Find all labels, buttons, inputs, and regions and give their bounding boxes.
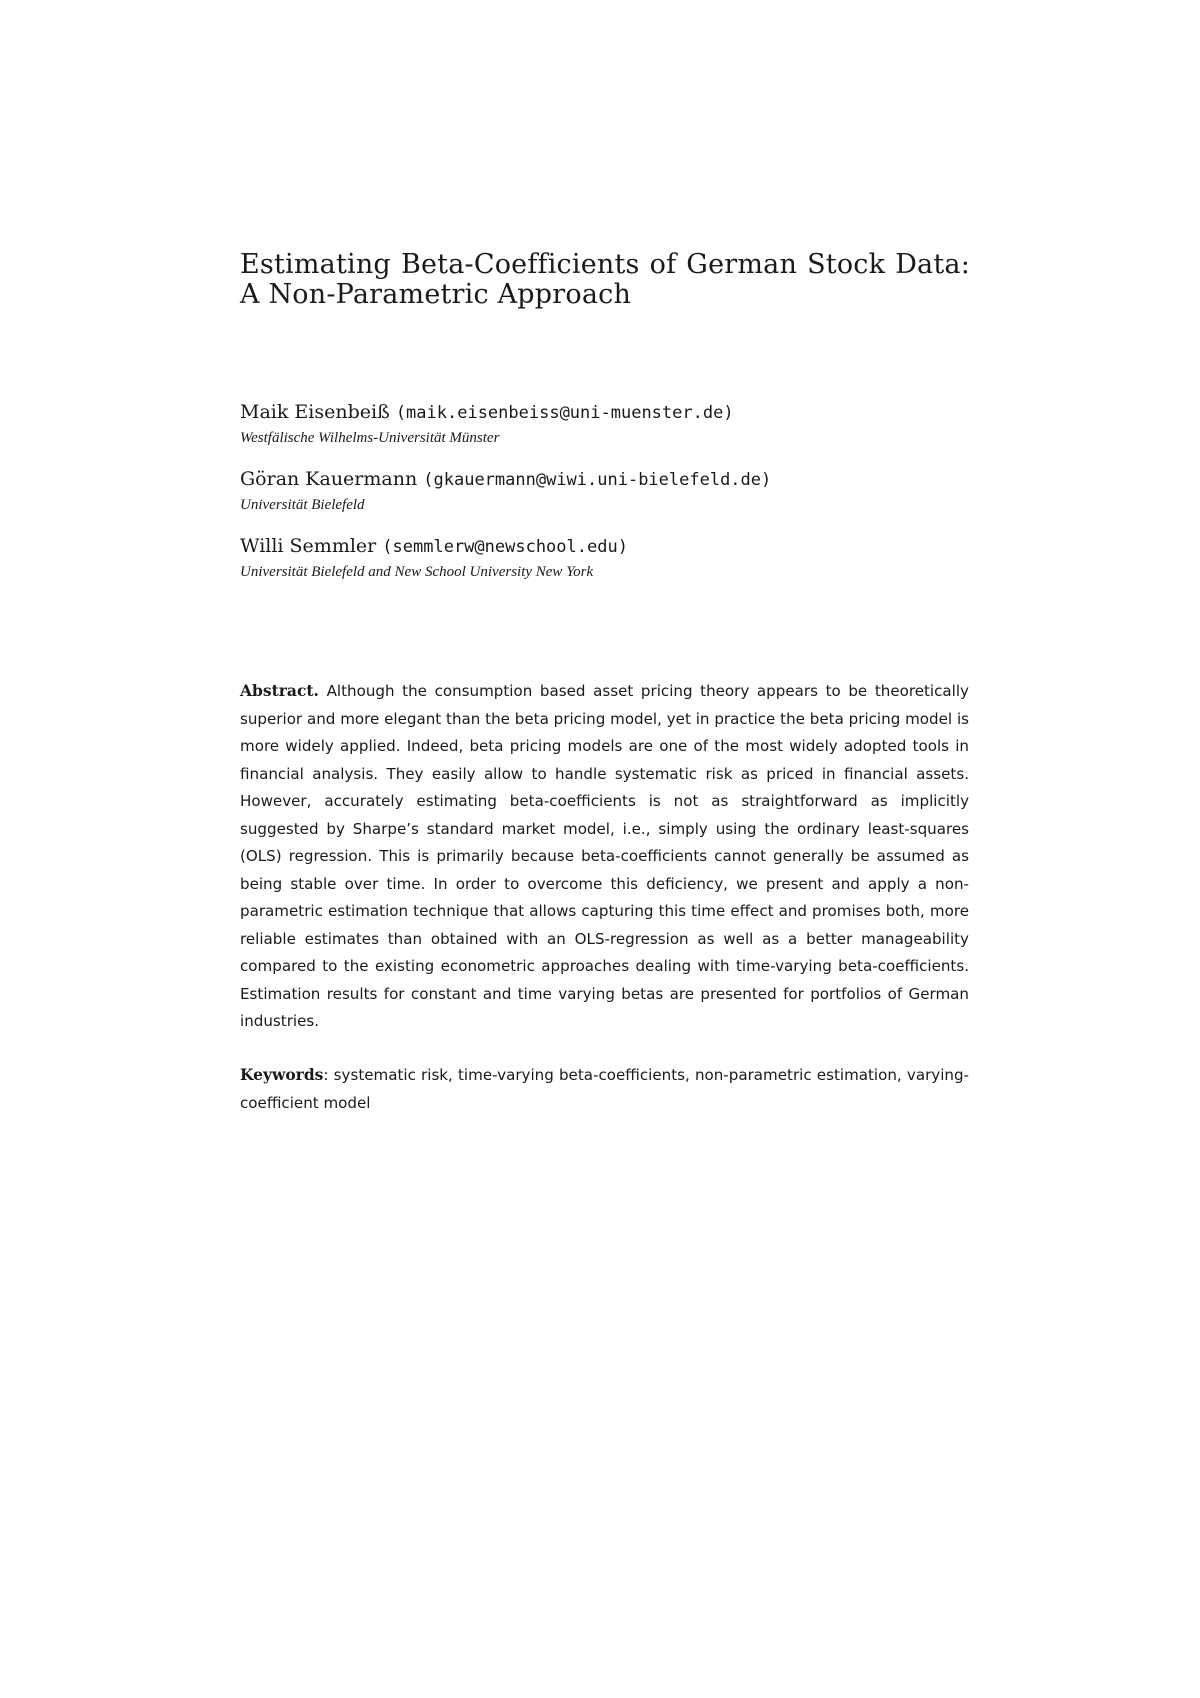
author-line: [240, 400, 970, 425]
abstract-text: Although the consumption based asset pricing theory appears to be theoretically superior and more elegant than the beta pricing model, yet in practice the beta pricing model is more widely applied. Indeed, beta pricing models are one of the most widely adopted tools in financial analysis. They easily allow to handle systematic risk as priced in financial assets. However, accurately estimating beta-coefficients is not as straightforward as implicitly suggested by Sharpe’s standard market model, i.e., simply using the ordinary least-squares (OLS) regression. This is primarily because beta-coefficients cannot generally be assumed as being stable over time. In order to overcome this deficiency, we present and apply a non-parametric estimation technique that allows capturing this time effect and promises both, more reliable estimates than obtained with an OLS-regression as well as a better manageability compared to the existing econometric approaches dealing with time-varying beta-coefficients. Estimation results for constant and time varying betas are presented for portfolios of German industries.: [240, 682, 969, 1030]
author-line: [240, 467, 970, 492]
keywords: [240, 1061, 969, 1117]
keywords-label: Keywords: [240, 1065, 324, 1084]
author-1: [240, 400, 970, 449]
author-line: [240, 534, 970, 559]
author-affiliation: Universität Bielefeld: [240, 497, 365, 513]
author-affiliation: Universität Bielefeld and New School University New York: [240, 564, 594, 580]
author-email: (maik.eisenbeiss@uni-muenster.de): [395, 403, 734, 423]
author-2: [240, 467, 970, 516]
author-email: (semmlerw@newschool.edu): [382, 537, 628, 557]
author-name: Göran Kauermann: [240, 468, 418, 490]
keywords-text: : systematic risk, time-varying beta-coefficients, non-parametric estimation, varying-coefficient model: [240, 1066, 969, 1112]
author-affiliation: Westfälische Wilhelms-Universität Münster: [240, 430, 500, 446]
paper-title: Estimating Beta-Coefficients of German Stock Data: A Non-Parametric Approach: [240, 249, 970, 310]
author-name: Maik Eisenbeiß: [240, 401, 390, 423]
author-3: [240, 534, 970, 583]
abstract: [240, 677, 969, 1036]
author-name: Willi Semmler: [240, 535, 377, 557]
abstract-label: Abstract.: [240, 681, 319, 700]
author-email: (gkauermann@wiwi.uni-bielefeld.de): [423, 470, 772, 490]
